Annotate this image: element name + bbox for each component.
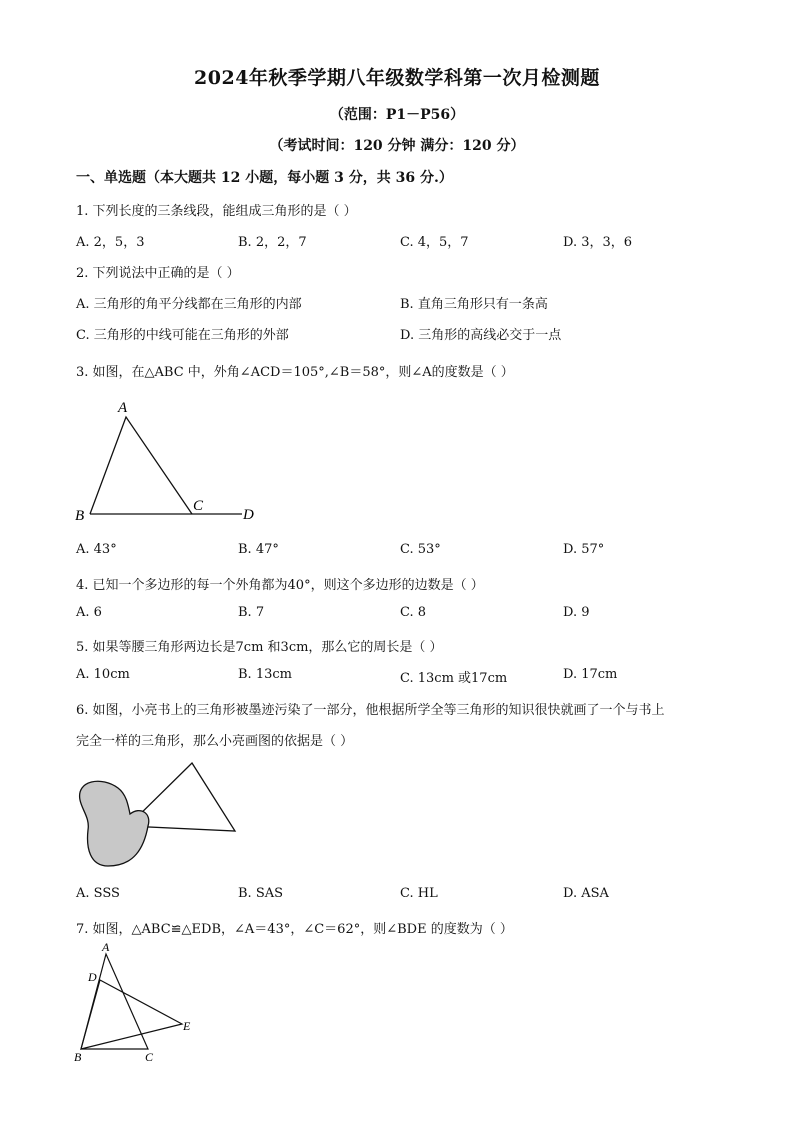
q5-option-c: C. 13cm 或17cm bbox=[400, 671, 508, 686]
q1-option-b: B. 2，2，7 bbox=[238, 235, 307, 250]
q3-option-a: A. 43° bbox=[76, 542, 117, 557]
q6-option-b: B. SAS bbox=[238, 886, 284, 901]
fig7-label-d: D bbox=[88, 970, 97, 984]
label-c: C bbox=[193, 498, 204, 514]
q3-option-b: B. 47° bbox=[238, 542, 279, 557]
q5-option-a: A. 10cm bbox=[76, 667, 130, 682]
q4-option-a: A. 6 bbox=[76, 605, 102, 620]
q4-option-b: B. 7 bbox=[238, 605, 265, 620]
question-6-stem-line1: 6. 如图，小亮书上的三角形被墨迹污染了一部分，他根据所学全等三角形的知识很快就画了一个与书上 bbox=[76, 703, 665, 718]
question-7-stem: 7. 如图，△ABC≌△EDB，∠A＝43°，∠C＝62°，则∠BDE 的度数为（ ） bbox=[76, 922, 513, 937]
q2-option-b: B. 直角三角形只有一条高 bbox=[400, 297, 548, 312]
q6-option-c: C. HL bbox=[400, 886, 438, 901]
ink-blot bbox=[80, 781, 149, 866]
q6-option-a: A. SSS bbox=[76, 886, 120, 901]
q4-option-c: C. 8 bbox=[400, 605, 427, 620]
label-a: A bbox=[118, 400, 128, 416]
label-d: D bbox=[243, 507, 254, 523]
label-b: B bbox=[75, 508, 85, 524]
q3-option-d: D. 57° bbox=[563, 542, 605, 557]
question-4-stem: 4. 已知一个多边形的每一个外角都为40°，则这个多边形的边数是（ ） bbox=[76, 578, 484, 593]
q1-option-d: D. 3，3，6 bbox=[563, 235, 633, 250]
page-title: 2024年秋季学期八年级数学科第一次月检测题 bbox=[194, 67, 600, 89]
fig7-label-c: C bbox=[145, 1050, 154, 1064]
exam-info: （考试时间：120 分钟 满分：120 分） bbox=[269, 138, 525, 154]
triangle-abc-figure bbox=[60, 392, 280, 532]
q6-option-d: D. ASA bbox=[563, 886, 609, 901]
question-6-stem-line2: 完全一样的三角形，那么小亮画图的依据是（ ） bbox=[76, 734, 354, 749]
q1-option-c: C. 4，5，7 bbox=[400, 235, 469, 250]
q5-option-b: B. 13cm bbox=[238, 667, 292, 682]
question-5-stem: 5. 如果等腰三角形两边长是7cm 和3cm，那么它的周长是（ ） bbox=[76, 640, 443, 655]
q3-option-c: C. 53° bbox=[400, 542, 441, 557]
q5-option-d: D. 17cm bbox=[563, 667, 618, 682]
ink-stained-triangle-figure bbox=[70, 758, 250, 873]
question-3-stem: 3. 如图，在△ABC 中，外角∠ACD＝105°,∠B＝58°，则∠A的度数是（ ） bbox=[76, 365, 514, 380]
congruent-triangles-figure bbox=[70, 940, 210, 1065]
question-1-stem: 1. 下列长度的三条线段，能组成三角形的是（ ） bbox=[76, 204, 357, 219]
q4-option-d: D. 9 bbox=[563, 605, 590, 620]
question-2-stem: 2. 下列说法中正确的是（ ） bbox=[76, 266, 240, 281]
fig7-label-b: B bbox=[74, 1050, 82, 1064]
q2-option-c: C. 三角形的中线可能在三角形的外部 bbox=[76, 328, 289, 343]
fig7-label-a: A bbox=[102, 940, 110, 954]
q2-option-a: A. 三角形的角平分线都在三角形的内部 bbox=[76, 297, 302, 312]
q2-option-d: D. 三角形的高线必交于一点 bbox=[400, 328, 562, 343]
exam-range: （范围：P1－P56） bbox=[329, 107, 465, 123]
q1-option-a: A. 2，5，3 bbox=[76, 235, 145, 250]
fig7-label-e: E bbox=[183, 1019, 191, 1033]
section-title: 一、单选题（本大题共 12 小题，每小题 3 分，共 36 分.） bbox=[76, 170, 453, 186]
